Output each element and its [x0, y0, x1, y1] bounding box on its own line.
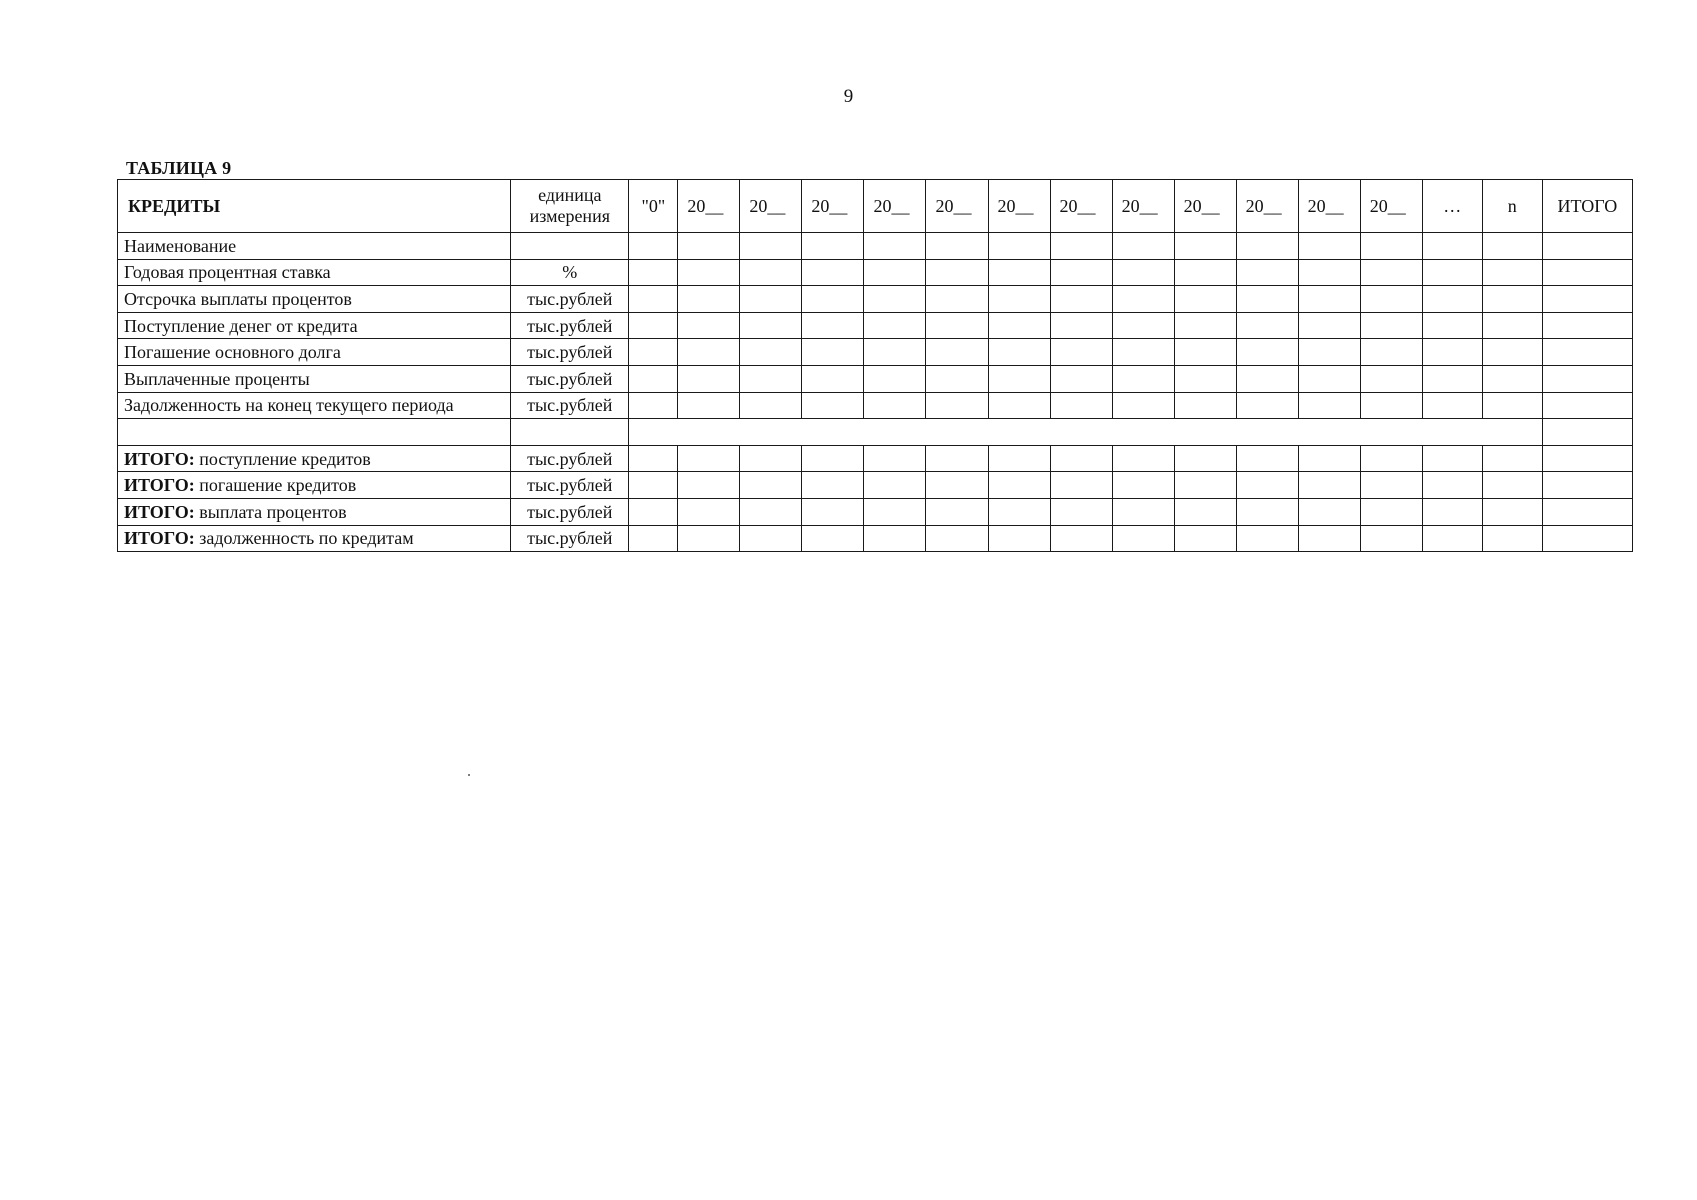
value-cell	[802, 312, 864, 339]
table-title: ТАБЛИЦА 9	[126, 158, 232, 178]
value-cell	[1482, 339, 1542, 366]
value-cell	[1482, 392, 1542, 419]
header-unit	[511, 180, 629, 233]
value-cell	[864, 365, 926, 392]
row-unit: тыс.рублей	[511, 392, 629, 419]
value-cell	[1482, 286, 1542, 313]
value-cell	[1482, 233, 1542, 260]
value-cell	[1542, 365, 1632, 392]
value-cell	[1174, 312, 1236, 339]
value-cell	[740, 286, 802, 313]
value-cell	[1112, 525, 1174, 552]
total-unit: тыс.рублей	[511, 525, 629, 552]
value-cell	[988, 339, 1050, 366]
value-cell	[1422, 259, 1482, 286]
total-text: погашение кредитов	[194, 475, 357, 496]
value-cell	[988, 259, 1050, 286]
row-unit	[511, 233, 629, 260]
value-cell	[1298, 233, 1360, 260]
value-cell	[1174, 259, 1236, 286]
separator-cell	[118, 419, 511, 446]
value-cell	[1542, 312, 1632, 339]
value-cell	[1236, 339, 1298, 366]
value-cell	[1236, 365, 1298, 392]
value-cell	[1112, 259, 1174, 286]
value-cell	[629, 365, 678, 392]
value-cell	[1174, 525, 1236, 552]
row-label: Задолженность на конец текущего периода	[118, 392, 511, 419]
value-cell	[1112, 392, 1174, 419]
value-cell	[926, 498, 988, 525]
value-cell	[864, 339, 926, 366]
row-unit: %	[511, 259, 629, 286]
value-cell	[1482, 365, 1542, 392]
total-row	[118, 445, 1633, 472]
value-cell	[1360, 286, 1422, 313]
value-cell	[1050, 365, 1112, 392]
header-period: 20__	[1298, 180, 1360, 233]
total-label	[118, 445, 511, 472]
header-period-ellipsis: …	[1422, 180, 1482, 233]
row-label: Поступление денег от кредита	[118, 312, 511, 339]
row-label: Выплаченные проценты	[118, 365, 511, 392]
value-cell	[926, 445, 988, 472]
value-cell	[1050, 472, 1112, 499]
value-cell	[678, 445, 740, 472]
value-cell	[926, 525, 988, 552]
value-cell	[1236, 233, 1298, 260]
separator-cell	[511, 419, 629, 446]
value-cell	[988, 312, 1050, 339]
value-cell	[1298, 445, 1360, 472]
value-cell	[1174, 365, 1236, 392]
value-cell	[678, 312, 740, 339]
value-cell	[864, 498, 926, 525]
value-cell	[1542, 498, 1632, 525]
value-cell	[1422, 286, 1482, 313]
value-cell	[1360, 233, 1422, 260]
value-cell	[1112, 233, 1174, 260]
value-cell	[864, 259, 926, 286]
value-cell	[740, 365, 802, 392]
value-cell	[1050, 339, 1112, 366]
value-cell	[740, 259, 802, 286]
value-cell	[926, 472, 988, 499]
value-cell	[629, 339, 678, 366]
value-cell	[1360, 498, 1422, 525]
value-cell	[864, 525, 926, 552]
value-cell	[802, 259, 864, 286]
row-label: Погашение основного долга	[118, 339, 511, 366]
value-cell	[678, 472, 740, 499]
row-label: Наименование	[118, 233, 511, 260]
value-cell	[988, 445, 1050, 472]
value-cell	[678, 525, 740, 552]
value-cell	[1422, 498, 1482, 525]
row-unit: тыс.рублей	[511, 312, 629, 339]
value-cell	[1050, 445, 1112, 472]
value-cell	[1298, 498, 1360, 525]
total-unit: тыс.рублей	[511, 498, 629, 525]
value-cell	[988, 365, 1050, 392]
value-cell	[1236, 445, 1298, 472]
value-cell	[1422, 525, 1482, 552]
header-period: "0"	[629, 180, 678, 233]
value-cell	[1050, 312, 1112, 339]
value-cell	[802, 525, 864, 552]
table-row	[118, 339, 1633, 366]
value-cell	[988, 472, 1050, 499]
total-text: выплата процентов	[194, 501, 347, 522]
value-cell	[678, 365, 740, 392]
value-cell	[740, 498, 802, 525]
value-cell	[629, 525, 678, 552]
value-cell	[926, 339, 988, 366]
value-cell	[802, 286, 864, 313]
header-period: 20__	[740, 180, 802, 233]
total-row	[118, 525, 1633, 552]
value-cell	[1174, 472, 1236, 499]
value-cell	[740, 445, 802, 472]
value-cell	[926, 365, 988, 392]
header-total: ИТОГО	[1542, 180, 1632, 233]
value-cell	[1360, 365, 1422, 392]
value-cell	[802, 233, 864, 260]
value-cell	[1236, 525, 1298, 552]
header-period: 20__	[678, 180, 740, 233]
value-cell	[1174, 498, 1236, 525]
value-cell	[678, 233, 740, 260]
value-cell	[1112, 339, 1174, 366]
value-cell	[1542, 525, 1632, 552]
value-cell	[678, 392, 740, 419]
total-label	[118, 498, 511, 525]
value-cell	[1174, 339, 1236, 366]
total-text: задолженность по кредитам	[194, 528, 414, 549]
value-cell	[1422, 445, 1482, 472]
value-cell	[1236, 498, 1298, 525]
table-body	[118, 233, 1633, 552]
value-cell	[1236, 259, 1298, 286]
value-cell	[926, 312, 988, 339]
value-cell	[1298, 286, 1360, 313]
value-cell	[1112, 472, 1174, 499]
value-cell	[1174, 445, 1236, 472]
header-period: 20__	[1050, 180, 1112, 233]
separator-row	[118, 419, 1633, 446]
row-unit: тыс.рублей	[511, 339, 629, 366]
separator-cell	[1542, 419, 1632, 446]
value-cell	[740, 339, 802, 366]
value-cell	[1050, 525, 1112, 552]
value-cell	[1360, 472, 1422, 499]
value-cell	[864, 312, 926, 339]
value-cell	[1050, 498, 1112, 525]
total-prefix: ИТОГО:	[124, 448, 195, 469]
credits-table	[117, 179, 1633, 552]
header-period-n: n	[1482, 180, 1542, 233]
total-prefix: ИТОГО:	[124, 528, 195, 549]
value-cell	[678, 286, 740, 313]
value-cell	[1360, 339, 1422, 366]
value-cell	[629, 286, 678, 313]
header-period: 20__	[1112, 180, 1174, 233]
value-cell	[1422, 472, 1482, 499]
value-cell	[802, 472, 864, 499]
table-row	[118, 259, 1633, 286]
value-cell	[988, 392, 1050, 419]
value-cell	[1050, 286, 1112, 313]
value-cell	[629, 445, 678, 472]
total-label	[118, 525, 511, 552]
total-prefix: ИТОГО:	[124, 501, 195, 522]
separator-merged-cell	[629, 419, 1542, 446]
value-cell	[1542, 392, 1632, 419]
value-cell	[1112, 365, 1174, 392]
value-cell	[988, 525, 1050, 552]
value-cell	[1236, 286, 1298, 313]
value-cell	[1050, 392, 1112, 419]
header-row	[118, 180, 1633, 233]
value-cell	[1112, 498, 1174, 525]
value-cell	[740, 525, 802, 552]
value-cell	[1422, 233, 1482, 260]
value-cell	[1360, 445, 1422, 472]
value-cell	[802, 445, 864, 472]
value-cell	[1542, 445, 1632, 472]
row-unit: тыс.рублей	[511, 365, 629, 392]
value-cell	[1298, 472, 1360, 499]
page-number: 9	[843, 86, 854, 107]
value-cell	[1360, 259, 1422, 286]
value-cell	[678, 339, 740, 366]
table-row	[118, 233, 1633, 260]
value-cell	[802, 498, 864, 525]
value-cell	[629, 472, 678, 499]
table-row	[118, 286, 1633, 313]
value-cell	[1482, 472, 1542, 499]
value-cell	[802, 339, 864, 366]
value-cell	[1542, 233, 1632, 260]
value-cell	[864, 445, 926, 472]
total-row	[118, 498, 1633, 525]
value-cell	[864, 233, 926, 260]
total-text: поступление кредитов	[194, 448, 371, 469]
value-cell	[629, 312, 678, 339]
value-cell	[1174, 286, 1236, 313]
value-cell	[1174, 392, 1236, 419]
value-cell	[1298, 312, 1360, 339]
value-cell	[1422, 365, 1482, 392]
table-row	[118, 365, 1633, 392]
header-unit-line1: единица	[538, 185, 602, 205]
value-cell	[1542, 339, 1632, 366]
value-cell	[629, 233, 678, 260]
value-cell	[740, 472, 802, 499]
header-unit-line2: измерения	[529, 206, 610, 226]
value-cell	[678, 498, 740, 525]
value-cell	[1298, 259, 1360, 286]
value-cell	[1236, 472, 1298, 499]
value-cell	[1298, 525, 1360, 552]
header-period: 20__	[864, 180, 926, 233]
value-cell	[1422, 339, 1482, 366]
total-unit: тыс.рублей	[511, 445, 629, 472]
value-cell	[1298, 339, 1360, 366]
value-cell	[740, 392, 802, 419]
scan-speck	[468, 774, 470, 776]
row-label: Годовая процентная ставка	[118, 259, 511, 286]
value-cell	[1360, 312, 1422, 339]
value-cell	[629, 498, 678, 525]
value-cell	[1360, 525, 1422, 552]
value-cell	[926, 259, 988, 286]
header-period: 20__	[988, 180, 1050, 233]
value-cell	[926, 286, 988, 313]
value-cell	[1236, 392, 1298, 419]
row-unit: тыс.рублей	[511, 286, 629, 313]
value-cell	[1050, 259, 1112, 286]
row-label: Отсрочка выплаты процентов	[118, 286, 511, 313]
value-cell	[1422, 392, 1482, 419]
header-credits: КРЕДИТЫ	[118, 180, 511, 233]
value-cell	[1050, 233, 1112, 260]
value-cell	[1112, 286, 1174, 313]
value-cell	[926, 233, 988, 260]
value-cell	[988, 233, 1050, 260]
value-cell	[1360, 392, 1422, 419]
value-cell	[802, 365, 864, 392]
value-cell	[1298, 392, 1360, 419]
value-cell	[1422, 312, 1482, 339]
total-label	[118, 472, 511, 499]
value-cell	[1112, 445, 1174, 472]
value-cell	[740, 312, 802, 339]
header-period: 20__	[1236, 180, 1298, 233]
header-period: 20__	[1174, 180, 1236, 233]
value-cell	[740, 233, 802, 260]
value-cell	[864, 286, 926, 313]
value-cell	[1482, 445, 1542, 472]
value-cell	[1542, 472, 1632, 499]
value-cell	[1542, 286, 1632, 313]
value-cell	[1112, 312, 1174, 339]
value-cell	[1482, 525, 1542, 552]
value-cell	[1482, 312, 1542, 339]
header-period: 20__	[1360, 180, 1422, 233]
value-cell	[1482, 259, 1542, 286]
value-cell	[1298, 365, 1360, 392]
value-cell	[629, 392, 678, 419]
value-cell	[988, 286, 1050, 313]
table-row	[118, 392, 1633, 419]
value-cell	[1482, 498, 1542, 525]
value-cell	[1542, 259, 1632, 286]
total-row	[118, 472, 1633, 499]
value-cell	[802, 392, 864, 419]
header-period: 20__	[926, 180, 988, 233]
total-prefix: ИТОГО:	[124, 475, 195, 496]
header-period: 20__	[802, 180, 864, 233]
value-cell	[678, 259, 740, 286]
value-cell	[864, 392, 926, 419]
table-row	[118, 312, 1633, 339]
value-cell	[926, 392, 988, 419]
value-cell	[629, 259, 678, 286]
value-cell	[1174, 233, 1236, 260]
value-cell	[988, 498, 1050, 525]
value-cell	[864, 472, 926, 499]
value-cell	[1236, 312, 1298, 339]
total-unit: тыс.рублей	[511, 472, 629, 499]
